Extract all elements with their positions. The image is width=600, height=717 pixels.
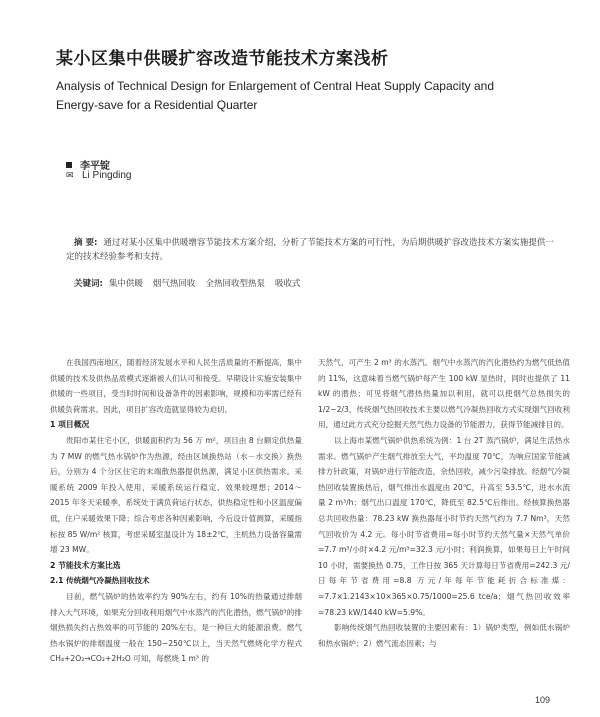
section-heading: 2 节能技术方案比选	[50, 560, 121, 570]
body-paragraph: 目前，燃气锅炉的热效率约为 90%左右，约有 10%的热量通过排烟排入大气环境，如果充分回收利用烟气中水蒸汽的汽化潜热，燃气锅炉的排烟热损失约占热效率的可节能的 20%左右，是一种巨大的能源浪费。燃气热水锅炉的排烟温度一般在 150~250℃以上，当天然气燃烧化学方程式 CH₄+2O₂→CO₂+2H₂O 可知，每燃烧 1 m³ 的	[50, 591, 302, 664]
bullet-square-icon	[66, 162, 72, 168]
section-heading: 2.1 传统烟气冷凝热回收技术	[50, 576, 150, 586]
author-name-cn-text: 李平锭	[80, 161, 110, 172]
section-heading: 1 项目概况	[50, 420, 90, 430]
body-column-left	[50, 355, 302, 667]
article-title-cn: 某小区集中供暖扩容改造节能技术方案浅析	[56, 49, 389, 69]
keyword-item: 集中供暖	[108, 279, 143, 289]
keyword-item: 全热回收型热泵	[205, 279, 265, 289]
keywords-label: 关键词:	[74, 279, 103, 289]
abstract	[66, 236, 556, 264]
keywords	[74, 277, 310, 289]
article-title-en: Analysis of Technical Design for Enlargement of Central Heat Supply Capacity and Energy-save for a Residential Quarter	[56, 79, 495, 112]
page-number: 109	[534, 695, 550, 705]
abstract-label: 摘 要:	[74, 238, 98, 248]
abstract-text: 通过对某小区集中供暖增容节能技术方案介绍，分析了节能技术方案的可行性，为后期供暖扩容改造技术方案实施提供一定的技术经验参考和支持。	[66, 238, 554, 262]
mail-icon: ✉	[66, 170, 74, 180]
body-paragraph: 贵阳市某住宅小区，供暖面积约为 56 万 m²，项目由 8 台额定供热量为 7 MW 的燃气热水锅炉作为热源，经由区域换热站（水－水交换）换热后，分别为 4 个分区住宅的末端散热器提供热源，满足小区供热需求。采暖系统 2009 年投入使用，采暖系统运行稳定、效果较理想；2014～2015 年冬天采暖季，系统处于满负荷运行状态，供热稳定性和小区温度偏低，住户采暖效果下降；综合考虑各种因素影响，今后设计值测算，采暖指标按 85 W/m² 核算，考虑采暖室温设计为 18±2℃，主机热力设备容量需增 23 MW。	[50, 435, 302, 555]
body-column-right	[318, 355, 570, 651]
keyword-list	[109, 279, 311, 289]
body-paragraph: 以上海市某燃气锅炉供热系统为例：1 台 2T 蒸汽锅炉，满足生活热水需求。燃气锅炉产生烟气排放至大气，平均温度 70℃，为响应国家节能减排方针政策，对锅炉进行节能改造，余热回收，减少污染排放。经烟气冷凝热回收装置换热后，烟气排出水温度由 20℃，升高至 53.5℃，进水水流量 2 m³/h；烟气出口温度 170℃，降低至 82.5℃后排出。经核算换热器总共回收热量：78.23 kW 换热器每小时节约天然气约为 7.7 Nm³，天然气回收价为 4.2 元。每小时节省费用=每小时节约天然气量×天然气单价=7.7 m³/小时×4.2 元/m³=32.3 元/小时；利润换算，如果每日上午时间 10 小时，需要换热 0.75，工作日按 365 天计算每日节省费用=242.3 元/日每年节省费用=8.8 万元/年每年节能耗折合标准煤：=7.7×1.2143×10×365×0.75/1000=25.6 tce/a；烟气热回收效率=78.23 kW/1440 kW=5.9%。	[318, 435, 570, 617]
keyword-item: 吸收式	[274, 279, 301, 289]
body-paragraph: 影响传统烟气热回收装置的主要因素有：1）锅炉类型，例如低水锅炉和热水锅炉；2）燃气流态因素；与	[318, 623, 570, 648]
keyword-item: 烟气热回收	[152, 279, 196, 289]
author-name-en	[66, 170, 131, 181]
body-paragraph: 天然气，可产生 2 m³ 的水蒸汽。烟气中水蒸汽的汽化潜热约为燃气低热值的 11%，这意味着当燃气锅炉每产生 100 kW 显热时，同时也提供了 11 kW 的潜热；可见将烟气潜热热量加以利用，就可以使烟气总热损失的 1/2~2/3，传统烟气热回收技术主要以燃气冷凝热回收方式实现烟气回收利用，通过此方式充分挖掘天然气热力设备的节能潜力，获得节能减排目的。	[318, 358, 570, 430]
author-name-en-text: Li Pingding	[82, 170, 132, 181]
body-paragraph: 在我国西南地区，随着经济发展水平和人民生活质量的不断提高，集中供暖的技术及供热品质模式逐渐被人们认可和接受。早期设计实施安装集中供暖的一些项目，受当时时间和设备条件的因素影响，规模和功率需已经有供暖负荷需求。因此，项目扩容改造就显得较为迫切。	[50, 358, 302, 414]
